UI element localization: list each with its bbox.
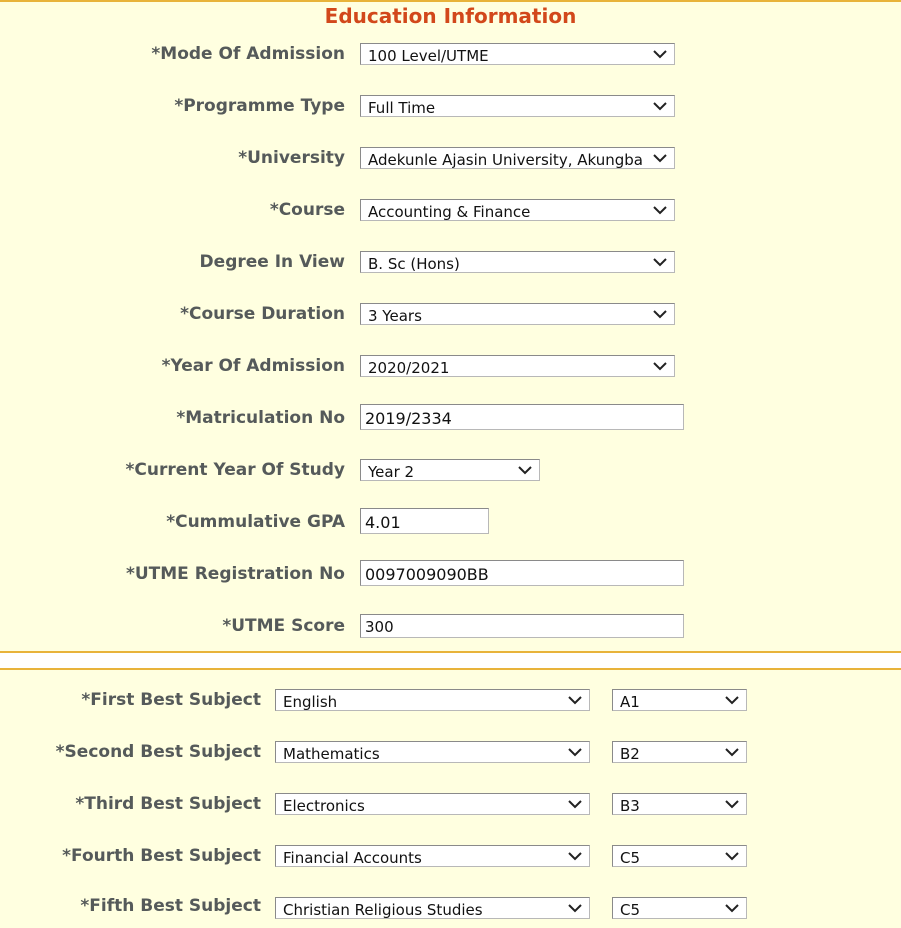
third-best-subject-value: Electronics <box>283 797 365 815</box>
best-subjects-panel <box>0 668 901 928</box>
mode-of-admission-label: *Mode Of Admission <box>151 44 345 64</box>
cumulative-gpa-label: *Cummulative GPA <box>166 512 345 532</box>
fifth-best-subject-select[interactable] <box>275 897 590 919</box>
current-year-of-study-value: Year 2 <box>368 463 415 481</box>
programme-type-value: Full Time <box>368 99 436 117</box>
second-best-subject-value: Mathematics <box>283 745 380 763</box>
matriculation-no-input[interactable]: 2019/2334 <box>360 404 684 430</box>
mode-of-admission-select[interactable] <box>360 43 675 65</box>
course-select[interactable] <box>360 199 675 221</box>
fourth-best-subject-select[interactable] <box>275 845 590 867</box>
fifth-best-subject-value: Christian Religious Studies <box>283 901 483 919</box>
first-best-subject-grade-select[interactable] <box>612 689 747 711</box>
chevron-down-icon <box>517 461 533 479</box>
degree-in-view-value: B. Sc (Hons) <box>368 255 460 273</box>
first-best-subject-label: *First Best Subject <box>81 690 261 710</box>
fourth-best-subject-grade-select[interactable] <box>612 845 747 867</box>
first-best-subject-select[interactable] <box>275 689 590 711</box>
year-of-admission-value: 2020/2021 <box>368 359 450 377</box>
chevron-down-icon <box>652 149 668 167</box>
university-value: Adekunle Ajasin University, Akungba <box>368 151 643 169</box>
third-best-subject-label: *Third Best Subject <box>75 794 261 814</box>
chevron-down-icon <box>567 847 583 865</box>
fifth-best-subject-grade-value: C5 <box>620 901 641 919</box>
university-select[interactable] <box>360 147 675 169</box>
fourth-best-subject-value: Financial Accounts <box>283 849 422 867</box>
course-label: *Course <box>269 200 345 220</box>
chevron-down-icon <box>567 795 583 813</box>
fifth-best-subject-grade-select[interactable] <box>612 897 747 919</box>
chevron-down-icon <box>724 743 740 761</box>
chevron-down-icon <box>567 899 583 917</box>
current-year-of-study-select[interactable] <box>360 459 540 481</box>
third-best-subject-grade-value: B3 <box>620 797 640 815</box>
fifth-best-subject-label: *Fifth Best Subject <box>80 896 261 916</box>
first-best-subject-grade-value: A1 <box>620 693 640 711</box>
chevron-down-icon <box>567 691 583 709</box>
first-best-subject-value: English <box>283 693 338 711</box>
chevron-down-icon <box>724 899 740 917</box>
university-label: *University <box>238 148 345 168</box>
cumulative-gpa-input[interactable]: 4.01 <box>360 508 489 534</box>
utme-score-label: *UTME Score <box>222 616 345 636</box>
programme-type-select[interactable] <box>360 95 675 117</box>
utme-registration-no-input[interactable]: 0097009090BB <box>360 560 684 586</box>
second-best-subject-grade-select[interactable] <box>612 741 747 763</box>
chevron-down-icon <box>652 253 668 271</box>
chevron-down-icon <box>652 305 668 323</box>
current-year-of-study-label: *Current Year Of Study <box>125 460 345 480</box>
second-best-subject-label: *Second Best Subject <box>55 742 261 762</box>
course-value: Accounting & Finance <box>368 203 531 221</box>
mode-of-admission-value: 100 Level/UTME <box>368 47 489 65</box>
chevron-down-icon <box>724 795 740 813</box>
second-best-subject-grade-value: B2 <box>620 745 640 763</box>
year-of-admission-label: *Year Of Admission <box>161 356 345 376</box>
course-duration-value: 3 Years <box>368 307 422 325</box>
third-best-subject-grade-select[interactable] <box>612 793 747 815</box>
course-duration-select[interactable] <box>360 303 675 325</box>
degree-in-view-label: Degree In View <box>199 252 345 272</box>
third-best-subject-select[interactable] <box>275 793 590 815</box>
section-title: Education Information <box>324 4 577 28</box>
chevron-down-icon <box>724 691 740 709</box>
programme-type-label: *Programme Type <box>174 96 345 116</box>
utme-score-input[interactable]: 300 <box>360 614 684 638</box>
year-of-admission-select[interactable] <box>360 355 675 377</box>
chevron-down-icon <box>652 45 668 63</box>
utme-registration-no-label: *UTME Registration No <box>125 564 345 584</box>
fourth-best-subject-label: *Fourth Best Subject <box>62 846 261 866</box>
matriculation-no-label: *Matriculation No <box>176 408 345 428</box>
degree-in-view-select[interactable] <box>360 251 675 273</box>
course-duration-label: *Course Duration <box>180 304 345 324</box>
chevron-down-icon <box>652 97 668 115</box>
second-best-subject-select[interactable] <box>275 741 590 763</box>
chevron-down-icon <box>652 201 668 219</box>
chevron-down-icon <box>567 743 583 761</box>
fourth-best-subject-grade-value: C5 <box>620 849 641 867</box>
chevron-down-icon <box>724 847 740 865</box>
chevron-down-icon <box>652 357 668 375</box>
